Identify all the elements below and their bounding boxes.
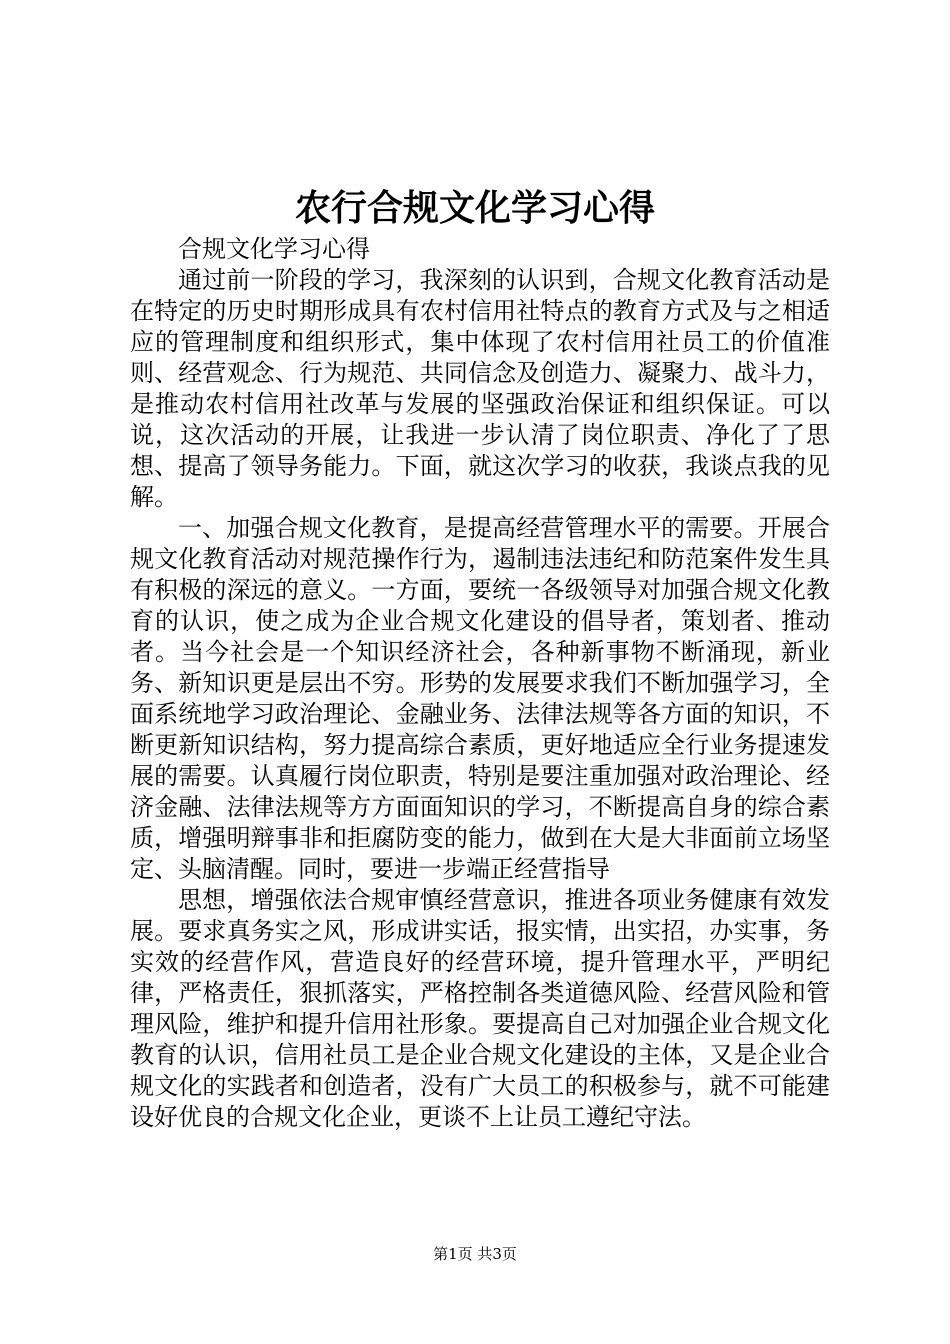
paragraph-intro: 通过前一阶段的学习，我深刻的认识到，合规文化教育活动是在特定的历史时期形成具有农村信用社特点的教育方式及与之相适应的管理制度和组织形式，集中体现了农村信用社员工的价值准则、经营观念、行为规范、共同信念及创造力、凝聚力、战斗力，是推动农村信用社改革与发展的坚强政治保证和组织保证。可以说，这次活动的开展，让我进一步认清了岗位职责、净化了了思想、提高了领导务能力。下面，就这次学习的收获，我谈点我的见解。 xyxy=(130,266,830,511)
document-body xyxy=(130,234,830,1133)
paragraph-section-one: 一、加强合规文化教育，是提高经营管理水平的需要。开展合规文化教育活动对规范操作行为，遏制违法违纪和防范案件发生具有积极的深远的意义。一方面，要统一各级领导对加强合规文化教育的认识，使之成为企业合规文化建设的倡导者，策划者、推动者。当今社会是一个知识经济社会，各种新事物不断涌现，新业务、新知识更是层出不穷。形势的发展要求我们不断加强学习，全面系统地学习政治理论、金融业务、法律法规等各方面的知识，不断更新知识结构，努力提高综合素质，更好地适应全行业务提速发展的需要。认真履行岗位职责，特别是要注重加强对政治理论、经济金融、法律法规等方方面面知识的学习，不断提高自身的综合素质，增强明辩事非和拒腐防变的能力，做到在大是大非面前立场坚定、头脑清醒。同时，要进一步端正经营指导 xyxy=(130,514,830,883)
page-title: 农行合规文化学习心得 xyxy=(294,187,655,229)
paragraph-subtitle: 合规文化学习心得 xyxy=(178,235,370,263)
paragraph-continuation: 思想，增强依法合规审慎经营意识，推进各项业务健康有效发展。要求真务实之风，形成讲实话，报实情，出实招，办实事，务实效的经营作风，营造良好的经营环境，提升管理水平，严明纪律，严格责任，狠抓落实，严格控制各类道德风险、经营风险和管理风险，维护和提升信用社形象。要提高自己对加强企业合规文化教育的认识，信用社员工是企业合规文化建设的主体，又是企业合规文化的实践者和创造者，没有广大员工的积极参与，就不可能建设好优良的合规文化企业，更谈不上让员工遵纪守法。 xyxy=(130,886,830,1131)
page-footer: 第1页 共3页 xyxy=(433,1245,517,1263)
